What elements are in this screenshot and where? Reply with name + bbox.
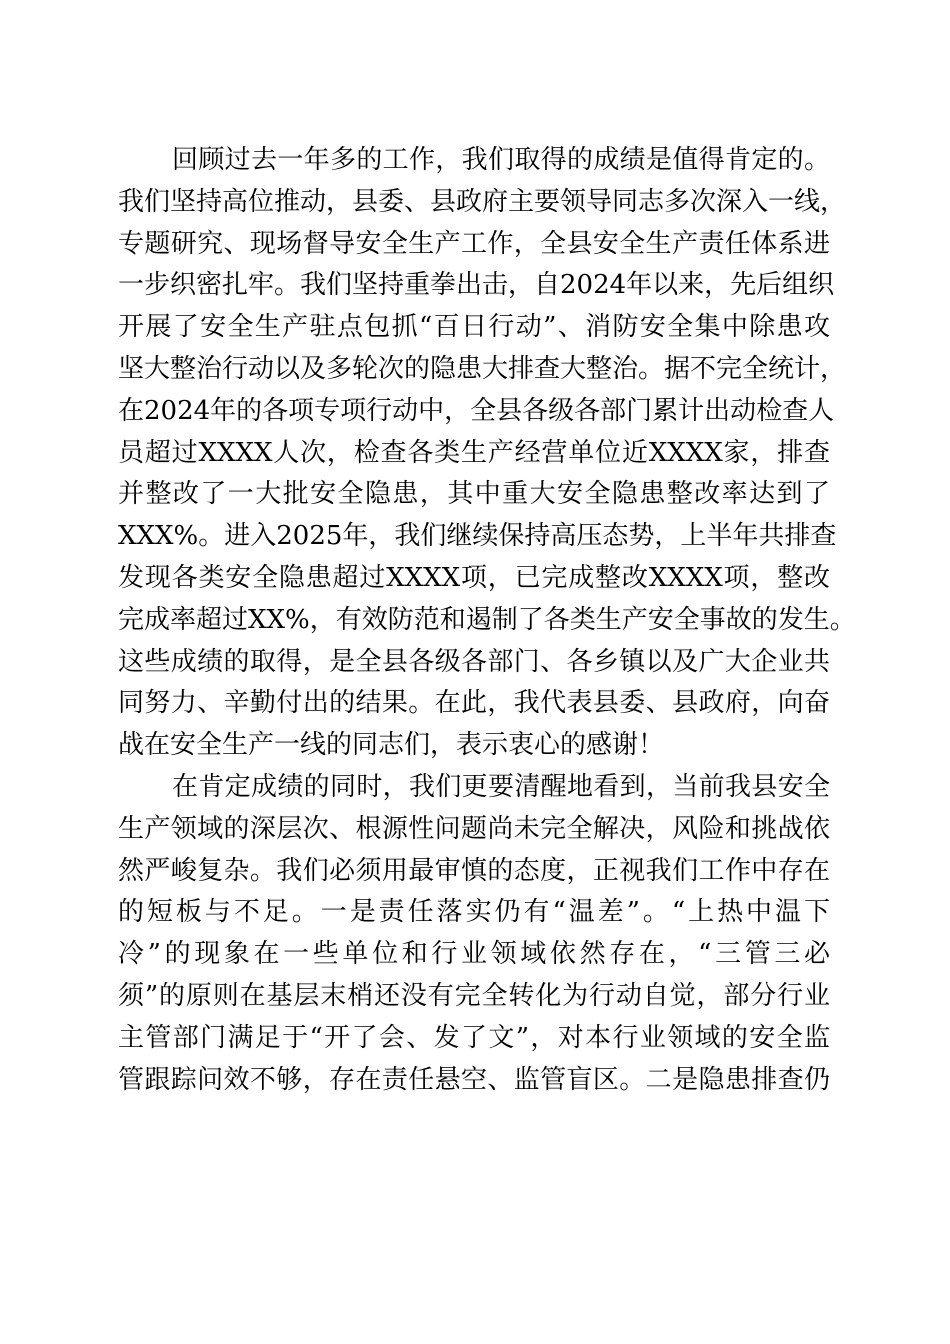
- text-line: 主管部门满足于“开了会、发了文”，对本行业领域的安全监: [118, 1022, 830, 1053]
- body-text: [118, 140, 856, 1101]
- text-line: 战在安全生产一线的同志们，表示衷心的感谢！: [118, 730, 665, 761]
- text-line: 完成率超过XX%，有效防范和遏制了各类生产安全事故的发生。: [118, 604, 856, 635]
- text-line: 的短板与不足。一是责任落实仍有“温差”。“上热中温下: [118, 897, 830, 928]
- text-line: 坚大整治行动以及多轮次的隐患大排查大整治。据不完全统计，: [118, 353, 847, 384]
- text-line: 这些成绩的取得，是全县各级各部门、各乡镇以及广大企业共: [118, 646, 830, 677]
- text-line: 管跟踪问效不够，存在责任悬空、监管盲区。二是隐患排查仍: [118, 1064, 830, 1095]
- paragraph-shortcomings: [118, 767, 830, 1101]
- text-line: 生产领域的深层次、根源性问题尚未完全解决，风险和挑战依: [118, 813, 830, 844]
- text-line: 在2024年的各项专项行动中，全县各级各部门累计出动检查人: [118, 395, 835, 426]
- text-line: 专题研究、现场督导安全生产工作，全县安全生产责任体系进: [118, 228, 830, 259]
- text-line: 我们坚持高位推动，县委、县政府主要领导同志多次深入一线，: [118, 186, 847, 217]
- text-line: 回顾过去一年多的工作，我们取得的成绩是值得肯定的。: [172, 145, 830, 175]
- text-line: 并整改了一大批安全隐患，其中重大安全隐患整改率达到了: [118, 479, 830, 510]
- text-line: 发现各类安全隐患超过XXXX项，已完成整改XXXX项，整改: [118, 562, 830, 593]
- text-line: 同努力、辛勤付出的结果。在此，我代表县委、县政府，向奋: [118, 688, 830, 719]
- text-line: 在肯定成绩的同时，我们更要清醒地看到，当前我县安全: [172, 771, 830, 802]
- text-line: 冷”的现象在一些单位和行业领域依然存在，“三管三必: [118, 939, 830, 970]
- text-line: 开展了安全生产驻点包抓“百日行动”、消防安全集中除患攻: [118, 312, 830, 343]
- paragraph-achievements: [118, 140, 856, 767]
- text-line: 员超过XXXX人次，检查各类生产经营单位近XXXX家，排查: [118, 437, 830, 468]
- text-line: 然严峻复杂。我们必须用最审慎的态度，正视我们工作中存在: [118, 855, 830, 886]
- text-line: 一步织密扎牢。我们坚持重拳出击，自2024年以来，先后组织: [118, 270, 835, 301]
- text-line: XXX%。进入2025年，我们继续保持高压态势，上半年共排查: [118, 521, 837, 552]
- text-line: 须”的原则在基层末梢还没有完全转化为行动自觉，部分行业: [118, 980, 830, 1011]
